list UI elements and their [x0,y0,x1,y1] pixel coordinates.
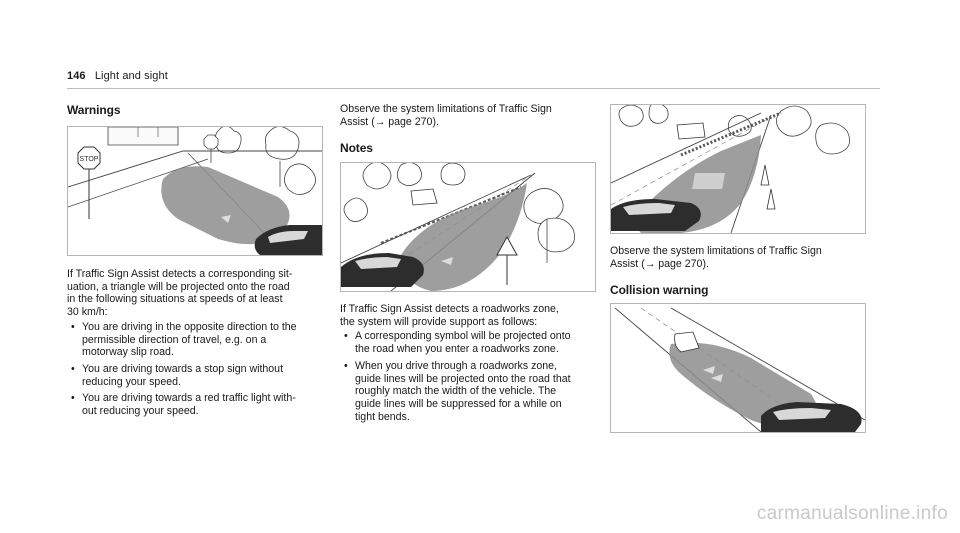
figure-collision-warning [610,303,866,433]
observe-limitations: Observe the system limitations of Traffic Sign Assist (→ page 270). [610,245,822,270]
bullet-marker: • [71,362,75,375]
bullet-marker: • [71,392,75,405]
notes-intro: If Traffic Sign Assist detects a roadworks zone, the system will provide support as follows: [340,303,559,328]
bullet-marker: • [71,320,75,333]
collision-observe-text [610,245,872,270]
page-number: 146 [67,70,86,82]
figure-roadworks-projection [340,162,596,292]
section-title: Light and sight [94,70,168,82]
notes-text [340,303,602,427]
warnings-heading: Warnings [67,103,121,117]
notes-list [340,330,602,423]
warnings-list [67,321,327,418]
warnings-intro: If Traffic Sign Assist detects a corresponding sit- uation, a triangle will be projected onto the road in the following situations at speeds of at least 30 km/h: [67,268,293,319]
stop-sign-illustration [68,127,322,255]
collision-warning-heading: Collision warning [610,283,709,297]
page-header [67,70,168,82]
list-item [67,363,327,388]
list-item [67,321,327,359]
list-item-text: You are driving towards a red traffic light with- out reducing your speed. [82,392,296,418]
list-item [67,392,327,417]
list-item-text: A corresponding symbol will be projected onto the road when you enter a roadworks zone. [355,330,571,356]
bullet-marker: • [344,359,348,372]
guide-lines-illustration [611,105,865,233]
roadworks-illustration [341,163,595,291]
observe-limitations: Observe the system limitations of Traffic Sign Assist (→ page 270). [340,103,552,128]
list-item-text: When you drive through a roadworks zone, guide lines will be projected onto the road that roughly match the width of the vehicle. The guide lines will be suppressed for a while on tight bends. [355,359,571,423]
stop-sign-label: STOP [79,156,99,163]
list-item-text: You are driving in the opposite direction to the permissible direction of travel, e.g. on a motorway slip road. [82,320,297,359]
list-item-text: You are driving towards a stop sign without reducing your speed. [82,362,284,388]
bullet-marker: • [344,330,348,343]
figure-roadworks-guide-lines [610,104,866,234]
figure-stop-sign-projection [67,126,323,256]
list-item [340,330,602,355]
warnings-text [67,268,327,422]
watermark: carmanualsonline.info [756,503,948,524]
list-item [340,360,602,424]
header-divider [67,88,880,89]
notes-heading: Notes [340,141,373,155]
notes-observe-text [340,103,600,128]
collision-warning-illustration [611,304,865,432]
